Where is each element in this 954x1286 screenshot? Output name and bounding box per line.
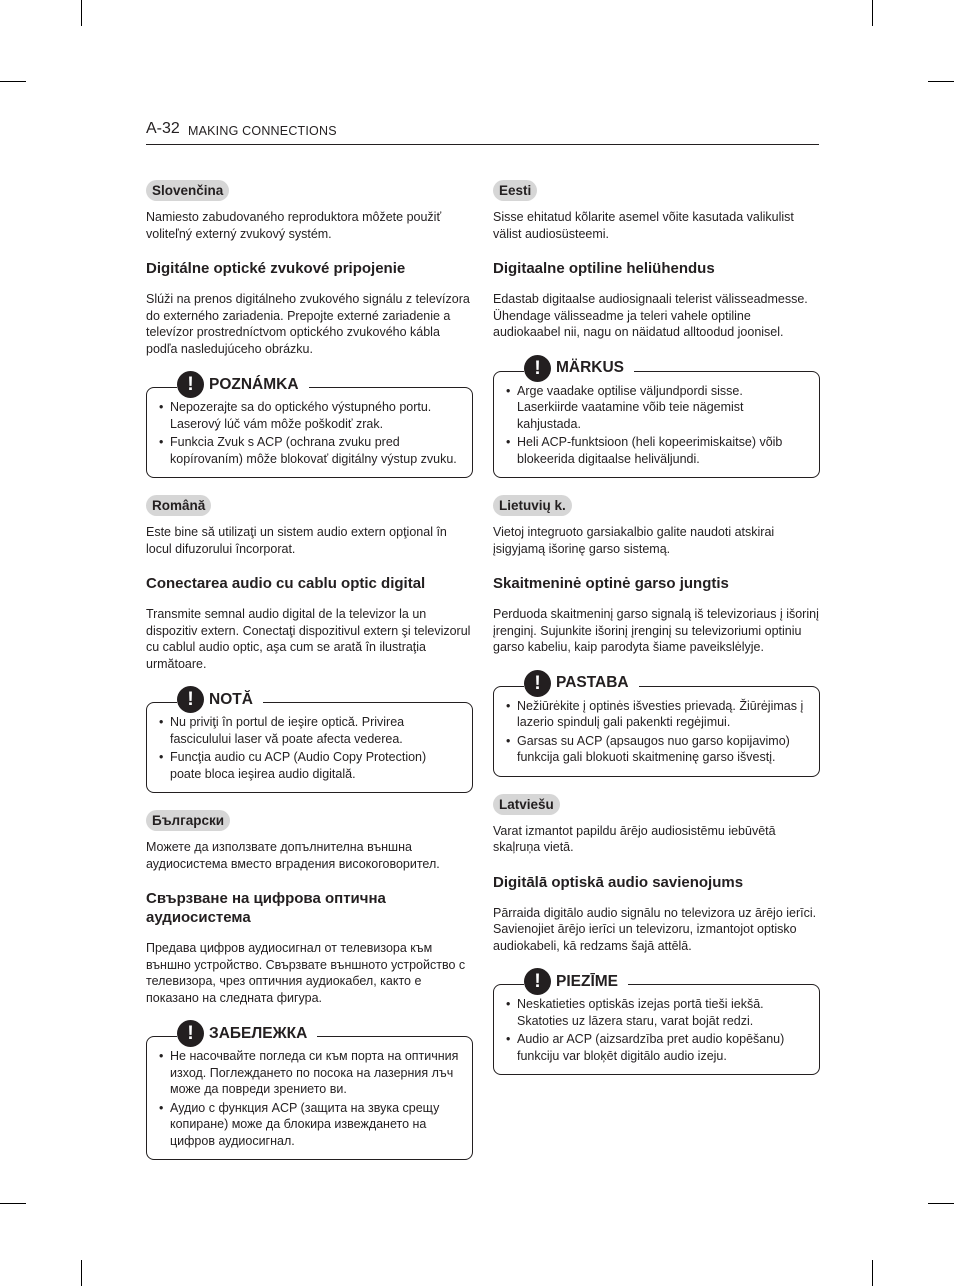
note-list <box>504 698 807 766</box>
note-label: NOTĂ <box>209 690 253 708</box>
note-item: • Не насочвайте погледа си към порта на оптичния изход. Поглеждането по посока на лазерния лъч може да повреди зрението ви. <box>157 1048 460 1098</box>
section-heading: Digitálne optické zvukové pripojenie <box>146 260 406 277</box>
note-box <box>493 971 820 1075</box>
note-title <box>524 968 628 995</box>
intro-text: Sisse ehitatud kõlarite asemel võite kasutada valikulist välist audiosüsteemi. <box>493 210 794 241</box>
right-column <box>493 180 820 1092</box>
note-item: • Heli ACP-funktsioon (heli kopeerimiskaitse) võib blokeerida digitaalse heliväljundi. <box>504 434 807 467</box>
note-item: • Arge vaadake optilise väljundpordi sisse. Laserkiirde vaatamine võib teie nägemist kahjustada. <box>504 383 807 433</box>
note-box <box>146 1023 473 1160</box>
note-item: • Neskatieties optiskās izejas portā tieši iekšā. Skatoties uz lāzera staru, varat bojāt redzi. <box>504 996 807 1029</box>
section-title: MAKING CONNECTIONS <box>188 124 337 138</box>
note-item: • Nepozerajte sa do optického výstupného portu. Laserový lúč vám môže poškodiť zrak. <box>157 399 460 432</box>
crop-mark <box>81 0 82 26</box>
crop-mark <box>0 81 26 82</box>
language-section-ro <box>146 495 473 793</box>
intro-text: Varat izmantot papildu ārējo audiosistēmu iebūvētā skaļruņa vietā. <box>493 823 776 854</box>
body-text: Edastab digitaalse audiosignaali telerist välisseadmesse. Ühendage välisseadme ja teleri vahele optiline audiokaabel nii, nagu on näidatud alltoodud joonisel. <box>493 292 808 339</box>
note-title <box>524 355 634 382</box>
language-section-lt <box>493 495 820 777</box>
note-list <box>157 1048 460 1149</box>
intro-text: Можете да използвате допълнителна външна аудиосистема вместо вградения високоговорител. <box>146 840 440 871</box>
note-item: • Funkcia Zvuk s ACP (ochrana zvuku pred kopírovaním) môže blokovať digitálny výstup zvuku. <box>157 434 460 467</box>
note-label: PASTABA <box>556 674 629 691</box>
crop-mark <box>928 1203 954 1204</box>
page-header <box>146 118 819 145</box>
language-badge: Slovenčina <box>146 180 229 201</box>
language-section-et <box>493 180 820 478</box>
language-section-lv <box>493 794 820 1076</box>
note-title <box>524 670 639 697</box>
body-text: Предава цифров аудиосигнал от телевизора към външно устройство. Свързвате външното устройство с телевизора, чрез оптичния аудиокабел, както е показано на следната фигура. <box>146 941 466 1005</box>
exclamation-icon: ! <box>177 1020 204 1047</box>
note-list <box>157 714 460 782</box>
note-item: • Audio ar ACP (aizsardzība pret audio kopēšanu) funkciju var bloķēt digitālo audio izeju. <box>504 1031 807 1064</box>
note-title <box>177 371 309 398</box>
exclamation-icon: ! <box>524 968 551 995</box>
language-section-bg <box>146 810 473 1160</box>
note-list <box>157 399 460 467</box>
language-badge: Eesti <box>493 180 537 201</box>
section-heading: Conectarea audio cu cablu optic digital <box>146 575 426 592</box>
note-label: MÄRKUS <box>556 359 625 376</box>
note-item: • Garsas su ACP (apsaugos nuo garso kopijavimo) funkcija gali blokuoti skaitmeninę garso išvestį. <box>504 733 807 766</box>
language-section-sk <box>146 180 473 478</box>
crop-mark <box>81 1260 82 1286</box>
body-text: Slúži na prenos digitálneho zvukového signálu z televízora do externého zariadenia. Prepojte externé zariadenie a televízor prostredníctvom optického zvukového kábla podľa nasledujúceho obrázku. <box>146 292 470 356</box>
section-heading: Свързване на цифрова оптична аудиосистема <box>146 890 386 926</box>
exclamation-icon: ! <box>524 670 551 697</box>
note-box <box>493 672 820 777</box>
note-label: PIEZĪME <box>556 972 619 990</box>
page-number: A-32 <box>146 120 180 137</box>
note-label: POZNÁMKA <box>209 375 299 393</box>
note-list <box>504 383 807 468</box>
note-item: • Аудио с функция ACP (защита на звука срещу копиране) може да блокира извеждането на цифров аудиосигнал. <box>157 1100 460 1150</box>
note-list <box>504 996 807 1064</box>
language-badge: Български <box>146 810 230 831</box>
body-text: Pārraida digitālo audio signālu no televizora uz ārējo ierīci. Savienojiet ārējo ierīci un televizoru, izmantojot optisko audiokabeli, kā redzams šajā attēlā. <box>493 905 817 953</box>
crop-mark <box>872 1260 873 1286</box>
section-heading: Skaitmeninė optinė garso jungtis <box>493 575 729 592</box>
section-heading: Digitaalne optiline heliühendus <box>493 260 715 277</box>
exclamation-icon: ! <box>524 355 551 382</box>
language-badge: Lietuvių k. <box>493 495 572 516</box>
section-heading: Digitālā optiskā audio savienojums <box>493 873 744 891</box>
note-title <box>177 686 263 713</box>
exclamation-icon: ! <box>177 371 204 398</box>
left-column <box>146 180 473 1177</box>
crop-mark <box>0 1203 26 1204</box>
body-text: Transmite semnal audio digital de la televizor la un dispozitiv extern. Conectaţi dispozitivul extern şi televizorul cu cablul audio optic, aşa cum se arată în ilustraţia următoare. <box>146 607 471 671</box>
language-badge: Latviešu <box>493 794 560 815</box>
intro-text: Este bine să utilizaţi un sistem audio extern opţional în locul difuzorului încorporat. <box>146 525 447 556</box>
intro-text: Vietoj integruoto garsiakalbio galite naudoti atskirai įsigyjamą išorinę garso sistemą. <box>493 525 775 556</box>
language-badge: Română <box>146 495 211 516</box>
note-title <box>177 1020 317 1047</box>
crop-mark <box>872 0 873 26</box>
body-text: Perduoda skaitmeninį garso signalą iš televizoriaus į išorinį įrenginį. Sujunkite išorinį įrenginį su televizoriumi optiniu garso kabeliu, kaip parodyta šiame paveikslėlyje. <box>493 607 819 654</box>
note-item: • Nu priviţi în portul de ieşire optică. Privirea fasciculului laser vă poate afecta vederea. <box>157 714 460 747</box>
crop-mark <box>928 81 954 82</box>
exclamation-icon: ! <box>177 686 204 713</box>
note-box <box>493 357 820 479</box>
intro-text: Namiesto zabudovaného reproduktora môžete použiť voliteľný externý zvukový systém. <box>146 210 442 241</box>
note-box <box>146 374 473 478</box>
note-label: ЗАБЕЛЕЖКА <box>209 1024 308 1042</box>
note-item: • Nežiūrėkite į optinės išvesties prievadą. Žiūrėjimas į lazerio spindulį gali pakenkti regėjimui. <box>504 698 807 731</box>
note-box <box>146 689 473 793</box>
note-item: • Funcţia audio cu ACP (Audio Copy Protection) poate bloca ieşirea audio digitală. <box>157 749 460 782</box>
